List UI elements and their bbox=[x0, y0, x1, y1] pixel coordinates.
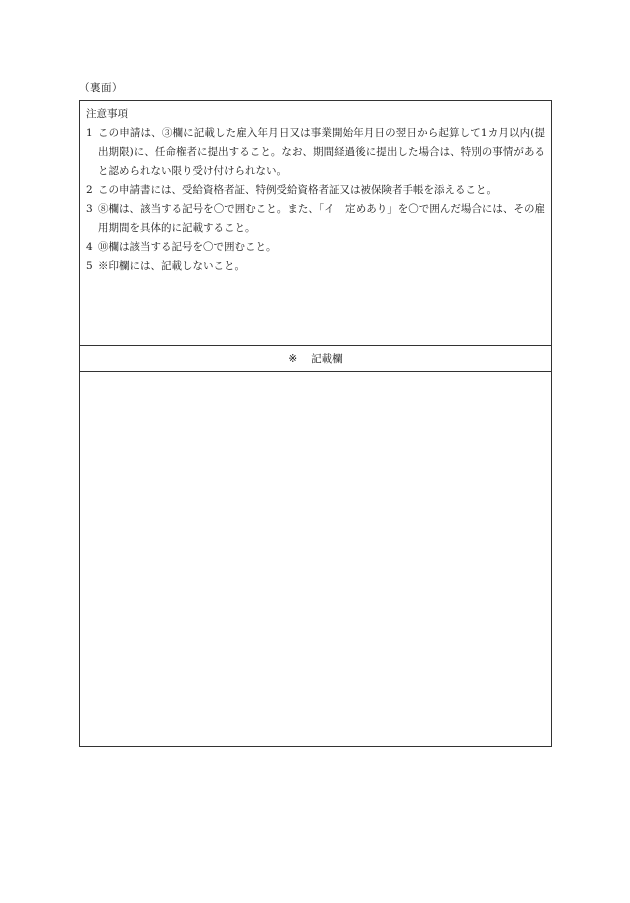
note-text: ※印欄には、記載しないこと。 bbox=[98, 260, 245, 272]
remarks-entry-area[interactable] bbox=[80, 372, 551, 746]
note-number: 4 bbox=[86, 241, 93, 253]
remarks-header bbox=[80, 346, 551, 372]
note-number: 1 bbox=[86, 127, 93, 139]
note-number: 2 bbox=[86, 184, 93, 196]
notes-title: 注意事項 bbox=[86, 108, 128, 120]
note-number: 3 bbox=[86, 203, 93, 215]
note-item-2 bbox=[86, 181, 545, 200]
note-item-5 bbox=[86, 257, 545, 276]
note-text: ⑩欄は該当する記号を〇で囲むこと。 bbox=[98, 241, 277, 253]
remarks-label: 記載欄 bbox=[311, 353, 343, 365]
note-item-1 bbox=[86, 124, 545, 181]
note-text: ⑧欄は、該当する記号を〇で囲むこと。また、「イ 定めあり」を〇で囲んだ場合には、その雇用期間を具体的に記載すること。 bbox=[98, 203, 545, 234]
note-item-3 bbox=[86, 200, 545, 238]
note-text: この申請は、③欄に記載した雇入年月日又は事業開始年月日の翌日から起算して1カ月以内(提出期限)に、任命権者に提出すること。なお、期間経過後に提出した場合は、特別の事情があると認められない限り受け付けられない。 bbox=[98, 127, 545, 177]
note-item-4 bbox=[86, 238, 545, 257]
note-text: この申請書には、受給資格者証、特例受給資格者証又は被保険者手帳を添えること。 bbox=[98, 184, 497, 196]
notes-section bbox=[80, 101, 551, 346]
remarks-mark: ※ bbox=[288, 353, 298, 365]
notes-form bbox=[79, 100, 552, 747]
back-side-label: （裏面） bbox=[79, 82, 123, 94]
note-number: 5 bbox=[86, 260, 93, 272]
